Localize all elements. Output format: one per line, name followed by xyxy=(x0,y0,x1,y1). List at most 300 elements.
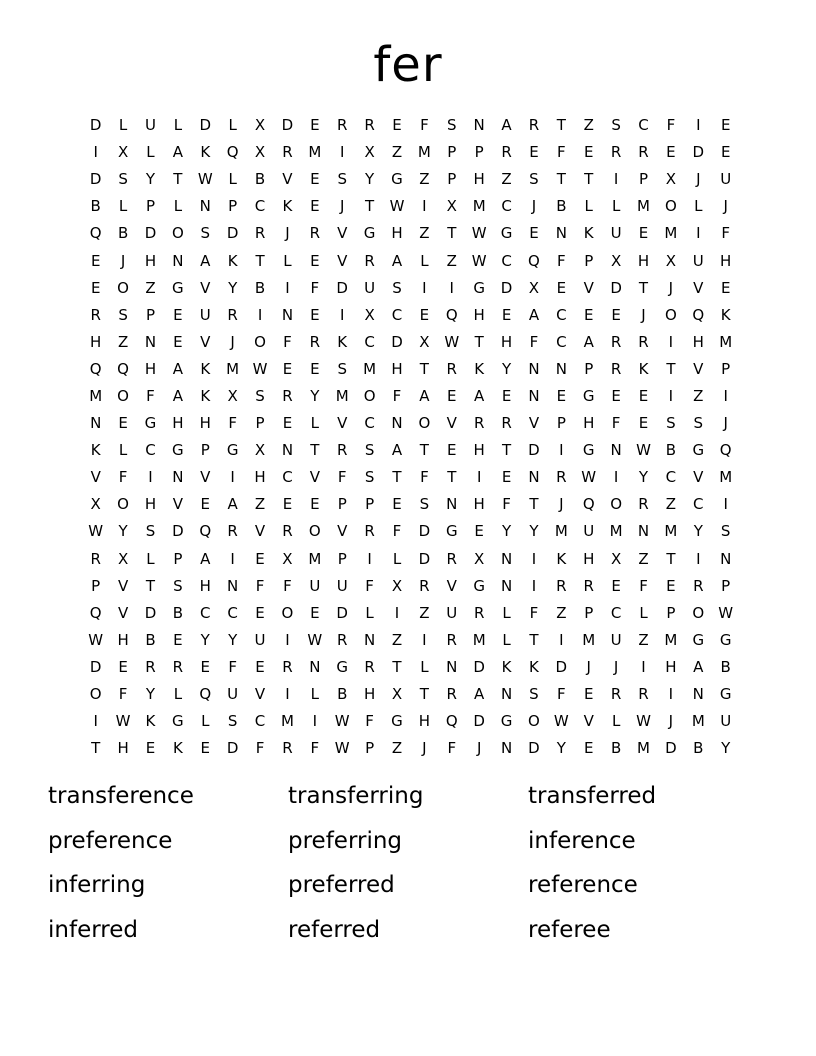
grid-letter: H xyxy=(665,657,677,676)
grid-letter: H xyxy=(391,359,403,378)
grid-letter: Z xyxy=(693,386,704,405)
grid-letter: H xyxy=(720,251,732,270)
grid-letter: Y xyxy=(501,522,512,541)
grid-letter: I xyxy=(422,278,427,297)
grid-letter: R xyxy=(282,386,293,405)
grid-letter: A xyxy=(200,251,211,270)
grid-letter: T xyxy=(501,441,512,460)
grid-letter: Y xyxy=(145,170,156,189)
grid-letter: R xyxy=(693,576,704,595)
grid-letter: Y xyxy=(118,522,128,541)
word-list-item: transferring xyxy=(288,783,424,809)
grid-letter: H xyxy=(500,332,513,351)
grid-letter: E xyxy=(118,657,128,676)
grid-letter: R xyxy=(473,414,485,433)
grid-letter: B xyxy=(254,278,266,297)
grid-letter: A xyxy=(474,685,485,704)
grid-letter: C xyxy=(145,441,156,460)
grid-letter: E xyxy=(392,116,402,135)
grid-letter: X xyxy=(364,143,375,162)
grid-letter: H xyxy=(117,630,129,649)
grid-letter: F xyxy=(447,739,457,758)
grid-letter: U xyxy=(199,305,211,324)
grid-letter: N xyxy=(281,305,294,324)
grid-letter: S xyxy=(666,414,676,433)
grid-letter: S xyxy=(529,685,539,704)
grid-letter: E xyxy=(392,495,402,514)
grid-letter: X xyxy=(610,549,622,568)
grid-letter: X xyxy=(254,143,266,162)
grid-letter: A xyxy=(172,359,183,378)
grid-letter: V xyxy=(693,468,704,487)
grid-letter: Y xyxy=(693,522,703,541)
grid-letter: C xyxy=(254,712,266,731)
grid-letter: K xyxy=(638,359,649,378)
grid-letter: W xyxy=(636,441,651,460)
grid-letter: M xyxy=(609,522,623,541)
grid-letter: F xyxy=(228,414,237,433)
grid-letter: L xyxy=(639,603,648,622)
grid-letter: I xyxy=(93,712,98,731)
grid-letter: A xyxy=(693,657,704,676)
grid-letter: W xyxy=(389,197,405,216)
grid-letter: E xyxy=(583,305,594,324)
grid-letter: X xyxy=(419,332,430,351)
grid-letter: P xyxy=(584,251,594,270)
grid-letter: M xyxy=(637,739,650,758)
grid-letter: E xyxy=(529,143,539,162)
grid-letter: H xyxy=(692,332,704,351)
grid-letter: R xyxy=(583,576,594,595)
grid-letter: A xyxy=(391,251,403,270)
grid-letter: S xyxy=(337,170,347,189)
grid-letter: F xyxy=(557,251,566,270)
grid-letter: R xyxy=(364,251,375,270)
grid-letter: G xyxy=(445,522,458,541)
grid-letter: E xyxy=(310,197,320,216)
grid-letter: S xyxy=(392,278,402,297)
grid-letter: U xyxy=(692,251,704,270)
grid-letter: I xyxy=(285,278,290,297)
grid-letter: O xyxy=(281,603,294,622)
grid-letter: L xyxy=(502,630,511,649)
grid-letter: E xyxy=(255,657,265,676)
grid-letter: N xyxy=(555,224,567,243)
grid-letter: F xyxy=(502,495,511,514)
grid-letter: P xyxy=(200,441,210,460)
grid-letter: G xyxy=(692,630,705,649)
grid-letter: T xyxy=(392,468,402,487)
grid-letter: T xyxy=(310,441,320,460)
grid-letter: R xyxy=(90,549,101,568)
grid-letter: G xyxy=(172,278,184,297)
grid-letter: Z xyxy=(501,170,512,189)
grid-letter: L xyxy=(420,251,429,270)
grid-letter: R xyxy=(227,522,238,541)
grid-letter: S xyxy=(145,522,156,541)
grid-letter: Z xyxy=(419,224,430,243)
grid-letter: W xyxy=(334,712,350,731)
grid-letter: L xyxy=(310,685,319,704)
grid-letter: I xyxy=(148,468,153,487)
grid-letter: I xyxy=(422,197,427,216)
grid-letter: G xyxy=(500,224,513,243)
grid-letter: V xyxy=(117,576,129,595)
grid-letter: M xyxy=(417,143,431,162)
grid-letter: E xyxy=(666,143,676,162)
grid-letter: O xyxy=(418,414,431,433)
grid-letter: H xyxy=(144,359,157,378)
grid-letter: F xyxy=(255,576,265,595)
grid-letter: D xyxy=(336,278,348,297)
grid-letter: E xyxy=(173,305,183,324)
grid-letter: X xyxy=(90,495,101,514)
grid-letter: N xyxy=(227,576,239,595)
grid-letter: Z xyxy=(638,549,649,568)
grid-letter: S xyxy=(200,224,211,243)
grid-letter: H xyxy=(254,468,266,487)
grid-letter: X xyxy=(391,685,403,704)
grid-letter: Z xyxy=(665,495,677,514)
grid-letter: N xyxy=(391,414,403,433)
grid-letter: V xyxy=(583,712,594,731)
grid-letter: E xyxy=(200,739,210,758)
grid-letter: E xyxy=(310,170,320,189)
grid-letter: E xyxy=(282,359,293,378)
grid-letter: R xyxy=(446,359,457,378)
grid-letter: R xyxy=(638,332,649,351)
grid-letter: I xyxy=(257,305,263,324)
grid-letter: F xyxy=(146,386,155,405)
grid-letter: W xyxy=(581,468,597,487)
grid-letter: I xyxy=(339,143,345,162)
grid-letter: D xyxy=(226,224,239,243)
grid-letter: P xyxy=(91,576,101,595)
grid-letter: O xyxy=(117,495,129,514)
grid-letter: O xyxy=(528,712,540,731)
grid-letter: O xyxy=(692,603,705,622)
grid-letter: E xyxy=(118,414,128,433)
grid-letter: F xyxy=(283,332,292,351)
word-list-item: reference xyxy=(528,872,638,898)
grid-letter: H xyxy=(391,224,403,243)
grid-letter: S xyxy=(693,414,704,433)
grid-letter: E xyxy=(474,522,484,541)
grid-letter: G xyxy=(226,441,239,460)
grid-letter: R xyxy=(556,468,567,487)
grid-letter: A xyxy=(227,495,238,514)
grid-letter: Y xyxy=(529,522,539,541)
grid-letter: H xyxy=(117,739,129,758)
grid-letter: F xyxy=(529,332,539,351)
grid-letter: F xyxy=(118,685,128,704)
grid-letter: U xyxy=(336,576,348,595)
grid-letter: N xyxy=(172,251,184,270)
grid-letter: X xyxy=(117,549,129,568)
grid-letter: I xyxy=(367,549,372,568)
grid-letter: I xyxy=(339,305,345,324)
grid-letter: S xyxy=(447,116,457,135)
grid-letter: W xyxy=(553,712,569,731)
grid-letter: F xyxy=(557,143,566,162)
grid-letter: R xyxy=(446,549,457,568)
grid-letter: E xyxy=(583,739,594,758)
word-list-item: transferred xyxy=(528,783,657,809)
grid-letter: L xyxy=(173,197,183,216)
grid-letter: U xyxy=(364,278,376,297)
grid-letter: E xyxy=(310,359,320,378)
grid-letter: B xyxy=(90,197,101,216)
grid-letter: F xyxy=(365,576,374,595)
grid-letter: P xyxy=(666,603,676,622)
grid-letter: F xyxy=(310,278,320,297)
grid-letter: J xyxy=(559,495,564,514)
grid-letter: E xyxy=(200,657,210,676)
grid-letter: T xyxy=(447,224,457,243)
grid-letter: Z xyxy=(446,251,457,270)
grid-letter: Z xyxy=(419,170,430,189)
grid-letter: Z xyxy=(391,143,403,162)
grid-letter: S xyxy=(364,441,375,460)
grid-letter: R xyxy=(446,685,457,704)
word-list-item: transference xyxy=(48,783,194,809)
grid-letter: H xyxy=(363,685,376,704)
grid-letter: M xyxy=(89,386,103,405)
grid-letter: J xyxy=(230,332,235,351)
grid-letter: D xyxy=(89,657,102,676)
grid-letter: E xyxy=(501,468,512,487)
grid-letter: C xyxy=(638,116,649,135)
grid-letter: L xyxy=(611,197,621,216)
grid-letter: L xyxy=(283,251,292,270)
grid-letter: Z xyxy=(638,630,649,649)
grid-letter: M xyxy=(664,630,678,649)
grid-letter: M xyxy=(226,359,240,378)
grid-letter: J xyxy=(586,657,591,676)
grid-letter: I xyxy=(559,630,564,649)
grid-letter: D xyxy=(418,522,431,541)
grid-letter: A xyxy=(172,386,183,405)
grid-letter: W xyxy=(444,332,460,351)
grid-letter: E xyxy=(419,305,430,324)
grid-letter: M xyxy=(335,386,349,405)
grid-letter: I xyxy=(476,468,482,487)
grid-letter: E xyxy=(501,386,512,405)
grid-letter: N xyxy=(720,549,732,568)
grid-letter: L xyxy=(694,197,703,216)
grid-letter: R xyxy=(282,657,293,676)
grid-letter: W xyxy=(115,712,131,731)
grid-letter: M xyxy=(472,197,486,216)
grid-letter: C xyxy=(200,603,211,622)
grid-letter: E xyxy=(447,386,457,405)
grid-letter: E xyxy=(90,251,101,270)
grid-letter: M xyxy=(308,549,322,568)
grid-letter: V xyxy=(254,685,266,704)
grid-letter: V xyxy=(528,414,540,433)
grid-letter: E xyxy=(310,251,320,270)
grid-letter: B xyxy=(610,739,622,758)
grid-letter: O xyxy=(254,332,266,351)
grid-letter: V xyxy=(446,576,457,595)
grid-letter: C xyxy=(364,332,375,351)
grid-letter: E xyxy=(173,630,183,649)
grid-letter: Y xyxy=(145,685,156,704)
grid-letter: K xyxy=(227,251,238,270)
grid-letter: O xyxy=(117,278,129,297)
grid-letter: E xyxy=(638,224,649,243)
grid-letter: U xyxy=(144,116,156,135)
grid-letter: F xyxy=(721,224,730,243)
grid-letter: G xyxy=(582,441,595,460)
grid-letter: R xyxy=(254,224,266,243)
grid-letter: C xyxy=(364,414,375,433)
grid-letter: R xyxy=(364,116,375,135)
grid-letter: O xyxy=(89,685,102,704)
grid-letter: V xyxy=(200,468,211,487)
grid-letter: W xyxy=(197,170,213,189)
grid-letter: O xyxy=(117,386,129,405)
grid-letter: V xyxy=(200,332,211,351)
grid-letter: P xyxy=(337,495,347,514)
grid-letter: H xyxy=(172,414,184,433)
grid-letter: T xyxy=(666,549,676,568)
grid-letter: G xyxy=(363,224,376,243)
grid-letter: M xyxy=(719,332,733,351)
grid-letter: Z xyxy=(391,630,403,649)
grid-letter: A xyxy=(200,549,211,568)
grid-letter: X xyxy=(446,197,457,216)
grid-letter: L xyxy=(118,116,128,135)
grid-letter: N xyxy=(500,549,513,568)
grid-letter: R xyxy=(610,685,622,704)
grid-letter: Q xyxy=(199,522,212,541)
grid-letter: K xyxy=(474,359,485,378)
grid-letter: K xyxy=(529,657,539,676)
grid-letter: L xyxy=(228,170,237,189)
grid-letter: X xyxy=(610,251,622,270)
grid-letter: T xyxy=(255,251,265,270)
grid-letter: Q xyxy=(445,305,458,324)
grid-letter: G xyxy=(719,630,732,649)
grid-letter: Y xyxy=(228,278,238,297)
grid-letter: D xyxy=(281,116,294,135)
grid-letter: X xyxy=(254,441,266,460)
grid-letter: E xyxy=(501,305,512,324)
grid-letter: X xyxy=(254,116,266,135)
grid-letter: G xyxy=(391,712,403,731)
grid-letter: R xyxy=(336,441,348,460)
grid-letter: M xyxy=(582,630,596,649)
grid-letter: E xyxy=(666,576,676,595)
grid-letter: O xyxy=(308,522,321,541)
grid-letter: C xyxy=(282,468,293,487)
grid-letter: I xyxy=(641,657,646,676)
grid-letter: E xyxy=(720,143,731,162)
grid-letter: H xyxy=(144,495,157,514)
grid-letter: Y xyxy=(310,386,320,405)
grid-letter: S xyxy=(227,712,238,731)
grid-letter: Z xyxy=(583,116,594,135)
grid-letter: G xyxy=(473,278,485,297)
grid-letter: S xyxy=(255,386,265,405)
grid-letter: T xyxy=(91,739,101,758)
grid-letter: Q xyxy=(719,441,732,460)
grid-letter: E xyxy=(638,414,649,433)
word-list-item: preference xyxy=(48,827,173,854)
grid-letter: L xyxy=(228,116,237,135)
grid-letter: K xyxy=(200,386,211,405)
grid-letter: F xyxy=(392,522,402,541)
grid-letter: F xyxy=(118,468,128,487)
grid-letter: L xyxy=(365,603,374,622)
grid-letter: N xyxy=(90,414,102,433)
grid-letter: L xyxy=(420,657,429,676)
grid-letter: R xyxy=(446,630,457,649)
grid-letter: Q xyxy=(582,495,595,514)
grid-letter: V xyxy=(693,359,704,378)
grid-letter: U xyxy=(446,603,458,622)
grid-letter: E xyxy=(90,278,101,297)
grid-letter: U xyxy=(583,522,595,541)
grid-letter: T xyxy=(556,170,566,189)
grid-letter: R xyxy=(336,116,348,135)
grid-letter: X xyxy=(391,576,403,595)
grid-letter: F xyxy=(557,685,566,704)
grid-letter: F xyxy=(283,576,292,595)
grid-letter: N xyxy=(528,468,540,487)
grid-letter: N xyxy=(199,197,211,216)
grid-letter: F xyxy=(255,739,265,758)
grid-letter: I xyxy=(394,603,400,622)
grid-letter: I xyxy=(613,468,619,487)
grid-letter: F xyxy=(365,712,374,731)
grid-letter: S xyxy=(611,116,621,135)
grid-letter: R xyxy=(364,522,375,541)
grid-letter: T xyxy=(474,332,484,351)
grid-letter: J xyxy=(668,278,674,297)
grid-letter: C xyxy=(254,197,266,216)
grid-letter: J xyxy=(696,170,701,189)
grid-letter: T xyxy=(447,468,457,487)
grid-letter: R xyxy=(610,359,622,378)
grid-letter: T xyxy=(638,278,649,297)
grid-letter: I xyxy=(696,224,701,243)
grid-letter: R xyxy=(336,630,348,649)
grid-letter: H xyxy=(637,251,650,270)
grid-letter: S xyxy=(529,170,539,189)
grid-letter: P xyxy=(638,170,649,189)
grid-letter: S xyxy=(419,495,430,514)
grid-letter: H xyxy=(473,170,485,189)
grid-letter: J xyxy=(120,251,126,270)
grid-letter: W xyxy=(636,712,651,731)
grid-letter: Z xyxy=(419,603,430,622)
grid-letter: E xyxy=(310,495,320,514)
grid-letter: Y xyxy=(501,359,512,378)
grid-letter: D xyxy=(144,224,157,243)
grid-letter: R xyxy=(172,657,184,676)
grid-letter: A xyxy=(501,116,512,135)
grid-letter: N xyxy=(637,522,650,541)
grid-letter: E xyxy=(611,386,621,405)
grid-letter: F xyxy=(310,739,320,758)
grid-letter: B xyxy=(556,197,567,216)
grid-letter: D xyxy=(528,441,540,460)
grid-letter: E xyxy=(611,576,621,595)
grid-letter: T xyxy=(365,197,375,216)
grid-letter: S xyxy=(720,522,731,541)
